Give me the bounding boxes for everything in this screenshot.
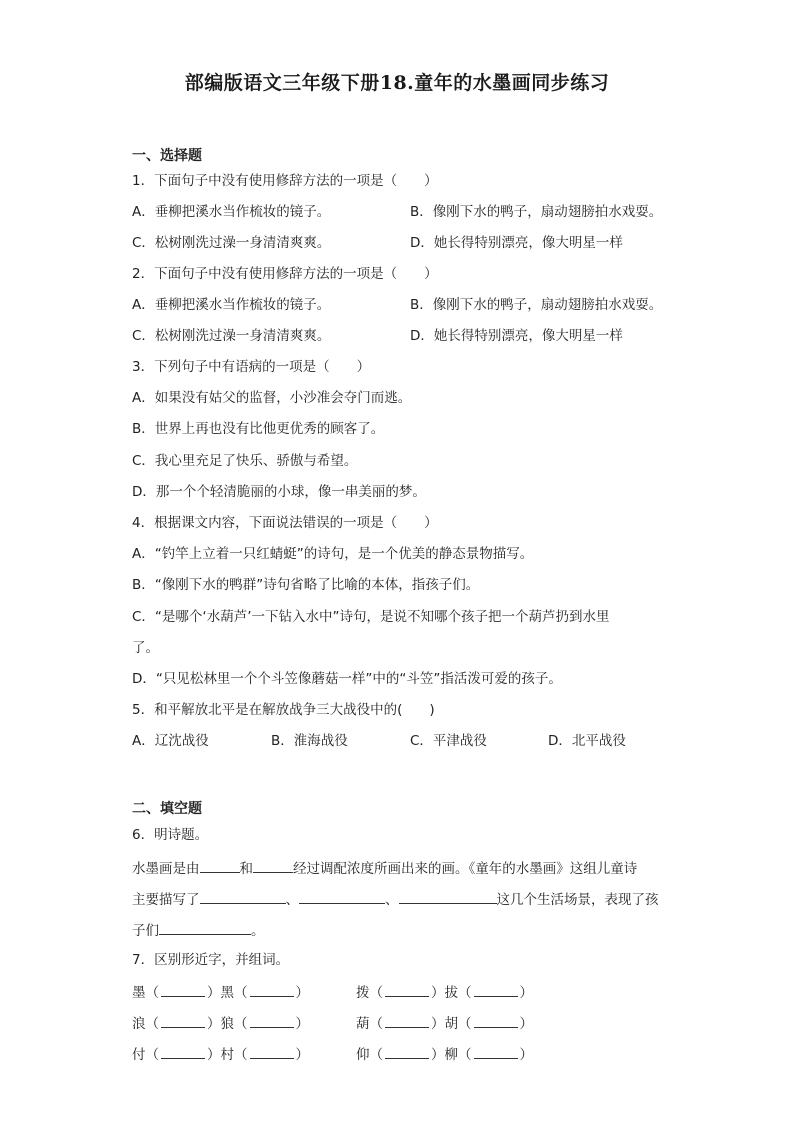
question-2-option-d: D．她长得特别漂亮，像大明星一样 [410,328,623,344]
answer-blank[interactable] [250,1014,294,1028]
question-4-option-a: A．“钓竿上立着一只红蜻蜓”的诗句，是一个优美的静态景物描写。 [132,546,534,562]
question-1-option-c: C．松树刚洗过澡一身清清爽爽。 [132,235,331,251]
answer-blank[interactable] [200,889,286,904]
answer-blank[interactable] [161,983,205,997]
question-5-option-c: C．平津战役 [410,733,487,749]
question-1-option-a: A．垂柳把溪水当作梳妆的镜子。 [132,204,331,220]
page-title: 部编版语文三年级下册18.童年的水墨画同步练习 [184,72,610,94]
question-6-line-2: 主要描写了 、 、 这几个生活场景，表现了孩 [132,889,659,908]
answer-blank[interactable] [399,889,497,904]
answer-blank[interactable] [474,1045,518,1059]
question-6-line-1: 水墨画是由 和 经过调配浓度所画出来的画。《童年的水墨画》这组儿童诗 [132,858,637,877]
question-3-option-a: A．如果没有姑父的监督，小沙准会夺门而逃。 [132,390,412,406]
char-pair-row: 拨（ ）拔（ ） [356,985,533,1001]
answer-blank[interactable] [474,983,518,997]
question-3-option-c: C．我心里充足了快乐、骄傲与希望。 [132,453,358,469]
answer-blank[interactable] [250,1045,294,1059]
answer-blank[interactable] [200,858,240,873]
char-pair-row: 葫（ ）胡（ ） [356,1016,533,1032]
question-5-option-a: A．辽沈战役 [132,733,209,749]
question-4-option-d: D．“只见松林里一个个斗笠像蘑菇一样”中的“斗笠”指活泼可爱的孩子。 [132,671,562,687]
question-1-option-b: B．像刚下水的鸭子，扇动翅膀拍水戏耍。 [410,204,663,220]
section-heading-choice: 一、选择题 [132,148,202,164]
question-6-line-3: 子们 。 [132,920,265,939]
answer-blank[interactable] [161,1045,205,1059]
char-pair-row: 付（ ）村（ ） [132,1047,309,1063]
question-4-option-c-cont: 了。 [132,640,159,656]
answer-blank[interactable] [161,1014,205,1028]
question-4-option-b: B．“像刚下水的鸭群”诗句省略了比喻的本体，指孩子们。 [132,577,480,593]
question-3-stem: 3．下列句子中有语病的一项是（ ） [132,359,371,375]
question-7-stem: 7．区别形近字，并组词。 [132,952,290,968]
answer-blank[interactable] [385,1014,429,1028]
question-2-option-b: B．像刚下水的鸭子，扇动翅膀拍水戏耍。 [410,297,663,313]
question-3-option-b: B．世界上再也没有比他更优秀的顾客了。 [132,421,385,437]
char-pair-row: 墨（ ）黑（ ） [132,985,309,1001]
answer-blank[interactable] [474,1014,518,1028]
question-5-option-d: D．北平战役 [548,733,626,749]
question-2-option-a: A．垂柳把溪水当作梳妆的镜子。 [132,297,331,313]
question-3-option-d: D．那一个个轻清脆丽的小球，像一串美丽的梦。 [132,484,426,500]
question-2-stem: 2．下面句子中没有使用修辞方法的一项是（ ） [132,266,438,282]
question-6-stem: 6．明诗题。 [132,827,209,843]
answer-blank[interactable] [299,889,385,904]
question-4-stem: 4．根据课文内容，下面说法错误的一项是（ ） [132,515,438,531]
question-4-option-c: C．“是哪个‘水葫芦’一下钻入水中”诗句，是说不知哪个孩子把一个葫芦扔到水里 [132,609,610,625]
question-1-stem: 1．下面句子中没有使用修辞方法的一项是（ ） [132,173,438,189]
question-5-option-b: B．淮海战役 [271,733,348,749]
answer-blank[interactable] [159,920,251,935]
char-pair-row: 浪（ ）狼（ ） [132,1016,309,1032]
answer-blank[interactable] [385,983,429,997]
answer-blank[interactable] [385,1045,429,1059]
section-heading-fill: 二、填空题 [132,801,202,817]
question-2-option-c: C．松树刚洗过澡一身清清爽爽。 [132,328,331,344]
answer-blank[interactable] [253,858,293,873]
answer-blank[interactable] [250,983,294,997]
question-5-stem: 5．和平解放北平是在解放战争三大战役中的( ) [132,702,435,718]
char-pair-row: 仰（ ）柳（ ） [356,1047,533,1063]
question-1-option-d: D．她长得特别漂亮，像大明星一样 [410,235,623,251]
